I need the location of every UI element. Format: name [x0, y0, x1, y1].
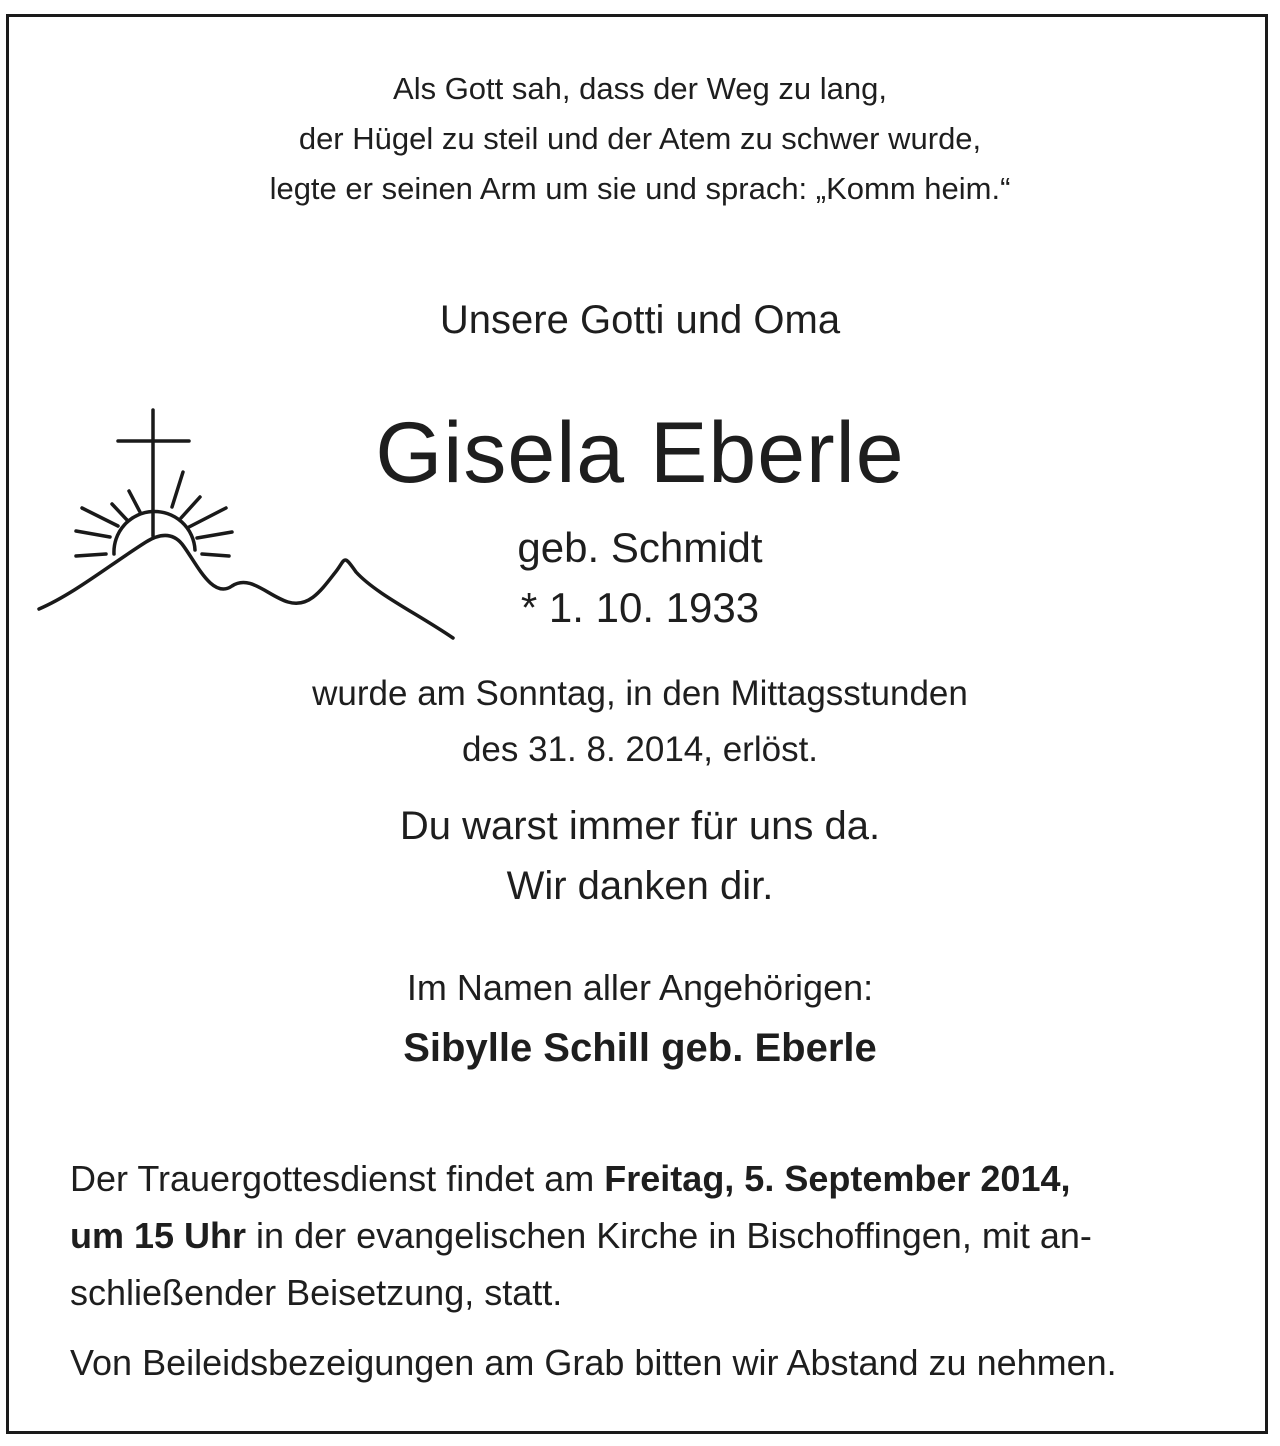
service-date: Freitag, 5. September 2014,	[604, 1158, 1071, 1199]
signature-name: Sibylle Schill geb. Eberle	[403, 1026, 877, 1070]
maiden-name: geb. Schmidt	[517, 524, 763, 571]
motto-line-1: Als Gott sah, dass der Weg zu lang,	[393, 71, 887, 106]
motto-line-2: der Hügel zu steil und der Atem zu schwer wurde,	[298, 121, 982, 156]
intro-text: Unsere Gotti und Oma	[439, 298, 841, 342]
service-line-3: schließender Beisetzung, statt.	[70, 1272, 563, 1313]
thanks-line-1: Du warst immer für uns da.	[399, 804, 881, 848]
service-intro: Der Trauergottesdienst findet am	[70, 1158, 605, 1199]
service-announcement	[70, 1150, 1220, 1321]
condolence-note: Von Beileidsbezeigungen am Grab bitten wir Abstand zu nehmen.	[70, 1342, 1117, 1383]
service-time: um 15 Uhr	[70, 1215, 247, 1256]
signature-label: Im Namen aller Angehörigen:	[406, 967, 874, 1008]
death-line-1: wurde am Sonntag, in den Mittagsstunden	[312, 674, 968, 713]
thanks-line-2: Wir danken dir.	[506, 864, 774, 908]
thanks-text	[0, 796, 1280, 916]
death-notice	[0, 666, 1280, 778]
service-line-2	[70, 1207, 1220, 1264]
deceased-name: Gisela Eberle	[375, 405, 905, 501]
motto-line-3: legte er seinen Arm um sie und sprach: „Komm heim.“	[269, 171, 1011, 206]
death-line-2: des 31. 8. 2014, erlöst.	[461, 730, 819, 769]
service-line-1	[70, 1150, 1220, 1207]
service-location: in der evangelischen Kirche in Bischoffingen, mit an-	[246, 1215, 1092, 1256]
birth-date: * 1. 10. 1933	[520, 584, 760, 631]
motto	[0, 64, 1280, 214]
